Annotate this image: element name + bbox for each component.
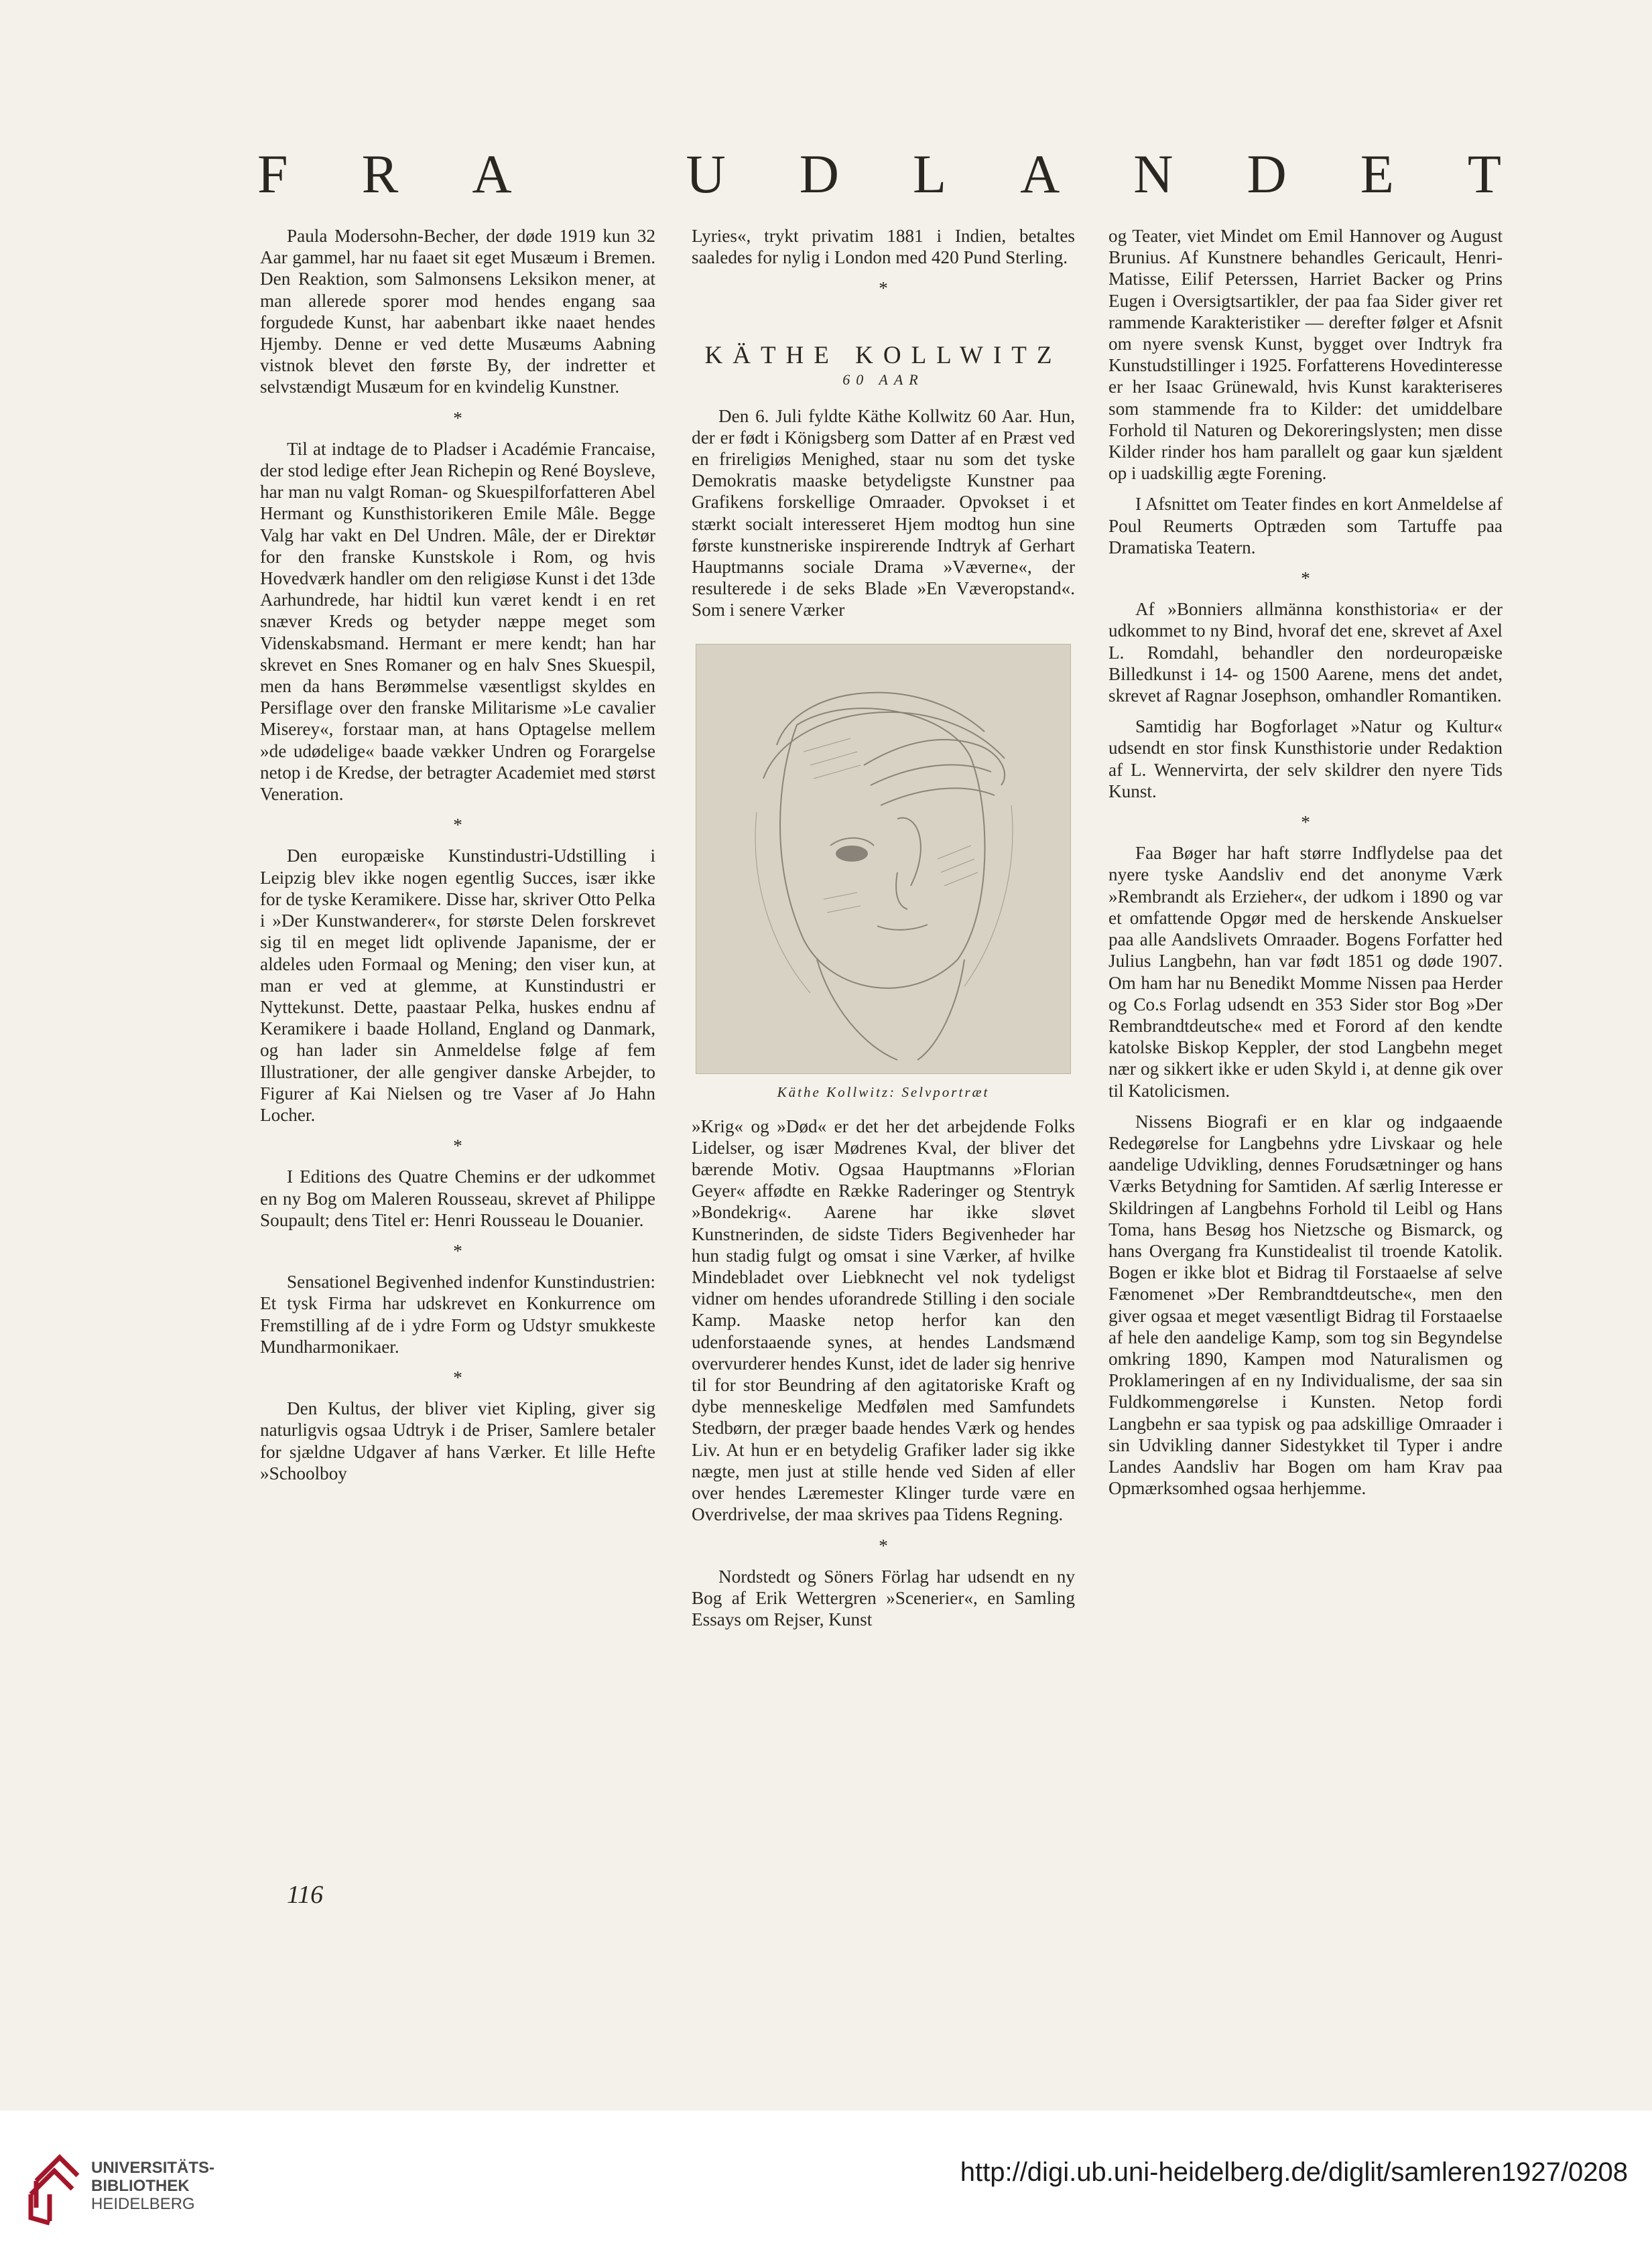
library-logo-icon[interactable] — [23, 2144, 83, 2231]
article-body — [692, 1116, 1075, 1631]
permalink-url[interactable]: http://digi.ub.uni-heidelberg.de/diglit/samleren1927/0208 — [960, 2157, 1628, 2187]
page-number: 116 — [287, 1881, 324, 1909]
title-letter: D — [799, 143, 839, 204]
paragraph: Nordstedt og Söners Förlag har udsendt en ny Bog af Erik Wettergren »Scenerier«, en Samling Essays om Rejser, Kunst — [692, 1566, 1075, 1630]
library-name-line: HEIDELBERG — [91, 2195, 195, 2213]
section-separator: * — [453, 1136, 462, 1156]
image-caption: Käthe Kollwitz: Selvportræt — [777, 1083, 990, 1100]
paragraph: Nissens Biografi er en klar og indgaaende Redegørelse for Langbehns ydre Livskaar og hele aandelige Udvikling, dennes Forudsætninger og hans Værks Betydning for Samtiden. Af særlig Interesse er Skildringen af Langbehns Forhold til Leibl og Hans Toma, hans Besøg hos Nietzsche og Bismarck, og hans Overgang fra Kunstidealist til troende Katolik. Bogen er ikke blot et Bidrag til Forstaaelse af selve Fænomenet »Der Rembrandtdeutsche«, men den giver ogsaa et meget væsentligt Bidrag til Forstaaelse af hele den aandelige Kamp, som tog sin Begyndelse omkring 1890, Kampen mod Naturalismen og Proklameringen af en ny Individualisme, der saa sin Fuldkommengørelse i Kunsten. Netop fordi Langbehn er saa typisk og paa adskillige Omraader i sin Udvikling danner Sidestykket til Typer i andre Landes Aandsliv har Bogen om ham Krav paa Opmærksomhed ogsaa herhjemme. — [1108, 1111, 1503, 1499]
title-letter: U — [686, 143, 726, 204]
section-separator: * — [453, 407, 462, 428]
article-intro — [692, 405, 1075, 621]
paragraph: I Afsnittet om Teater findes en kort Anmeldelse af Poul Reumerts Optræden som Tartuffe paa Dramatiska Teatern. — [1108, 494, 1503, 557]
paragraph: Af »Bonniers allmänna konsthistoria« er der udkommet to ny Bind, hvoraf det ene, skrevet af Axel L. Romdahl, behandler den nordeuropæiske Billedkunst i 14- og 1500 Aarene, mens det andet, skrevet af Ragnar Josephson, omhandler Romantiken. — [1108, 599, 1503, 706]
section-title — [257, 143, 1501, 206]
library-name-line: BIBLIOTHEK — [91, 2177, 190, 2195]
library-name-line: UNIVERSITÄTS- — [91, 2159, 215, 2177]
paragraph: Sensationel Begivenhed indenfor Kunstindustrien: Et tysk Firma har udskrevet en Konkurrence om Fremstilling af de i ydre Form og Udstyr smukkeste Mundharmonikaer. — [260, 1272, 655, 1357]
section-separator: * — [1301, 568, 1310, 589]
title-letter: A — [1020, 143, 1060, 204]
column-left — [260, 225, 655, 1484]
article-title: KÄTHE KOLLWITZ — [704, 341, 1062, 369]
article-subtitle: 60 AAR — [842, 371, 924, 388]
section-separator: * — [879, 278, 888, 299]
section-separator: * — [453, 1367, 462, 1388]
title-letter: T — [1467, 143, 1501, 204]
column-middle — [692, 225, 1075, 1630]
section-separator: * — [453, 1240, 462, 1261]
section-separator: * — [1301, 812, 1310, 833]
paragraph: Paula Modersohn-Becher, der døde 1919 kun 32 Aar gammel, har nu faaet sit eget Musæum i Bremen. Den Reaktion, som Salmonsens Leksikon mener, at man allerede sporer mod hendes engang saa forgudede Kunst, har aabenbart ikke naaet hendes Hjemby. Denne er ved dette Musæums Aabning vistnok blevet den første By, der indretter et selvstændigt Musæum for en kvindelig Kunstner. — [260, 226, 655, 397]
paragraph: I Editions des Quatre Chemins er der udkommet en ny Bog om Maleren Rousseau, skrevet af Philippe Soupault; dens Titel er: Henri Rousseau le Douanier. — [260, 1166, 655, 1230]
paragraph: Den Kultus, der bliver viet Kipling, giver sig naturligvis ogsaa Udtryk i de Priser, Samlere betaler for sjældne Udgaver af hans Værker. Et lille Hefte »Schoolboy — [260, 1398, 655, 1483]
column-right — [1108, 225, 1503, 1499]
paragraph: Til at indtage de to Pladser i Académie Francaise, der stod ledige efter Jean Richepin og René Boysleve, har man nu valgt Roman- og Skuespilforfatteren Abel Hermant og Kunsthistorikeren Emile Mâle. Begge Valg har vakt en Del Undren. Mâle, der er Direktør for den franske Kunstskole i Rom, og hvis Hovedværk handler om den religiøse Kunst i det 13de Aarhundrede, har hidtil kun været kendt i en ret snæver Kreds og betyder næppe meget som Videnskabsmand. Hermant er mere kendt; han har skrevet en Snes Romaner og en halv Snes Skuespil, men da hans Berømmelse væsentligst skyldes en Persiflage over den franske Militarisme »Le cavalier Miserey«, forstaar man, at hans Optagelse mellem »de udødelige« baade vækker Undren og Forargelse netop i de Kredse, der betragter Academiet med størst Veneration. — [260, 438, 655, 805]
title-letter: N — [1133, 143, 1173, 204]
section-separator: * — [879, 1535, 888, 1556]
title-letter: F — [257, 143, 288, 204]
column-middle-top — [692, 225, 1075, 299]
paragraph: og Teater, viet Mindet om Emil Hannover og August Brunius. Af Kunstnere behandles Gericault, Henri-Matisse, Eilif Peterssen, Harriet Backer og Prins Eugen i Oversigtsartikler, der paa faa Sider giver ret rammende Karakteristiker — derefter følger et Afsnit om nyere svensk Kunst, bygget over Indtryk fra Kunstudstillinger i 1925. Forfatterens Hovedinteresse er her Isaac Grünewald, hvis Kunst karakteriseres som stammende fra to Kilder: det umiddelbare Forhold til Naturen og Dekoreringslysten; men disse Kilder rinder hos ham parallelt og gaar kun sjældent op i uadskillig ægte Forening. — [1108, 226, 1503, 484]
title-letter — [586, 143, 613, 206]
title-letter: A — [472, 143, 512, 204]
paragraph: Faa Bøger har haft større Indflydelse paa det nyere tyske Aandsliv end det anonyme Værk »Rembrandt als Erzieher«, der udkom i 1890 og var et omfattende Opgør med de herskende Anskuelser paa alle Aandslivets Omraader. Bogens Forfatter hed Julius Langbehn, han var født 1851 og døde 1907. Om ham har nu Benedikt Momme Nissen paa Herder og Co.s Forlag udsendt en 353 Sider stor Bog »Der Rembrandtdeutsche« med et Forord af den kendte katolske Biskop Keppler, der stod Langbehn meget nær og sikkert ikke er uden Skyld i, at denne gik over til Katolicismen. — [1108, 843, 1503, 1101]
paragraph: Lyries«, trykt privatim 1881 i Indien, betaltes saaledes for nylig i London med 420 Pund Sterling. — [692, 226, 1075, 268]
self-portrait-image — [696, 644, 1071, 1074]
self-portrait-drawing — [696, 645, 1070, 1073]
title-letter: R — [361, 143, 399, 204]
paragraph: »Krig« og »Død« er det her det arbejdende Folks Lidelser, og især Mødrenes Kval, der bliver det bærende Motiv. Ogsaa Hauptmanns »Florian Geyer« affødte en Række Raderinger og Stentryk »Bondekrig«. Aarene har ikke sløvet Kunstnerinden, de sidste Tiders Begivenheder har hun stadig fulgt og omsat i sine Værker, af hvilke Mindebladet over Liebknecht vel nok tydeligst vidner om hendes uforandrede Stilling i den sociale Kamp. Maaske netop herfor kan den udenforstaaende synes, at hendes Landsmænd overvurderer hendes Kunst, idet de lader sig henrive til for stor Beundring af den agitatoriske Kraft og dybe menneskelige Medfølen med Samfundets Stedbørn, der præger baade hendes Værk og hendes Liv. At hun er en betydelig Grafiker lader sig ikke nægte, men just at stille hende ved Siden af eller over hendes Læremester Klinger turde være en Overdrivelse, der maa skrives paa Tidens Regning. — [692, 1116, 1075, 1525]
section-separator: * — [453, 815, 462, 836]
paragraph: Samtidig har Bogforlaget »Natur og Kultur« udsendt en stor finsk Kunsthistorie under Redaktion af L. Wennervirta, der selv skildrer den nyere Tids Kunst. — [1108, 716, 1503, 801]
viewer-footer — [0, 2111, 1652, 2268]
paragraph: Den europæiske Kunstindustri-Udstilling i Leipzig blev ikke nogen egentlig Succes, især ikke for de tyske Keramikere. Disse har, skriver Otto Pelka i »Der Kunstwanderer«, for største Delen forskrevet sig til en meget lidt oplivende Japanisme, der er aldeles uden Formaal og Mening; den viser kun, at man er ved at glemme, at Kunstindustri er Nyttekunst. Dette, paastaar Pelka, huskes endnu af Keramikere i baade Holland, England og Danmark, og han lader sin Anmeldelse følge af fem Illustrationer, der alle gengiver danske Arbejder, to Figurer af Kai Nielsen og tre Vaser af Jo Hahn Locher. — [260, 846, 655, 1125]
paragraph: Den 6. Juli fyldte Käthe Kollwitz 60 Aar. Hun, der er født i Königsberg som Datter af en Præst ved en frireligiøs Menighed, staar nu som det tyske Demokratis maaske betydeligste Kunstner paa Grafikens forskellige Omraader. Opvokset i et stærkt socialt interesseret Hjem modtog hun sine første kunstneriske inspirerende Indtryk af Gerhart Hauptmanns sociale Drama »Væverne«, der resulterede i de seks Blade »En Væveropstand«. Som i senere Værker — [692, 405, 1075, 620]
library-name[interactable] — [91, 2159, 214, 2213]
title-letter: D — [1247, 143, 1287, 204]
title-letter: E — [1360, 143, 1394, 204]
title-letter: L — [912, 143, 947, 204]
